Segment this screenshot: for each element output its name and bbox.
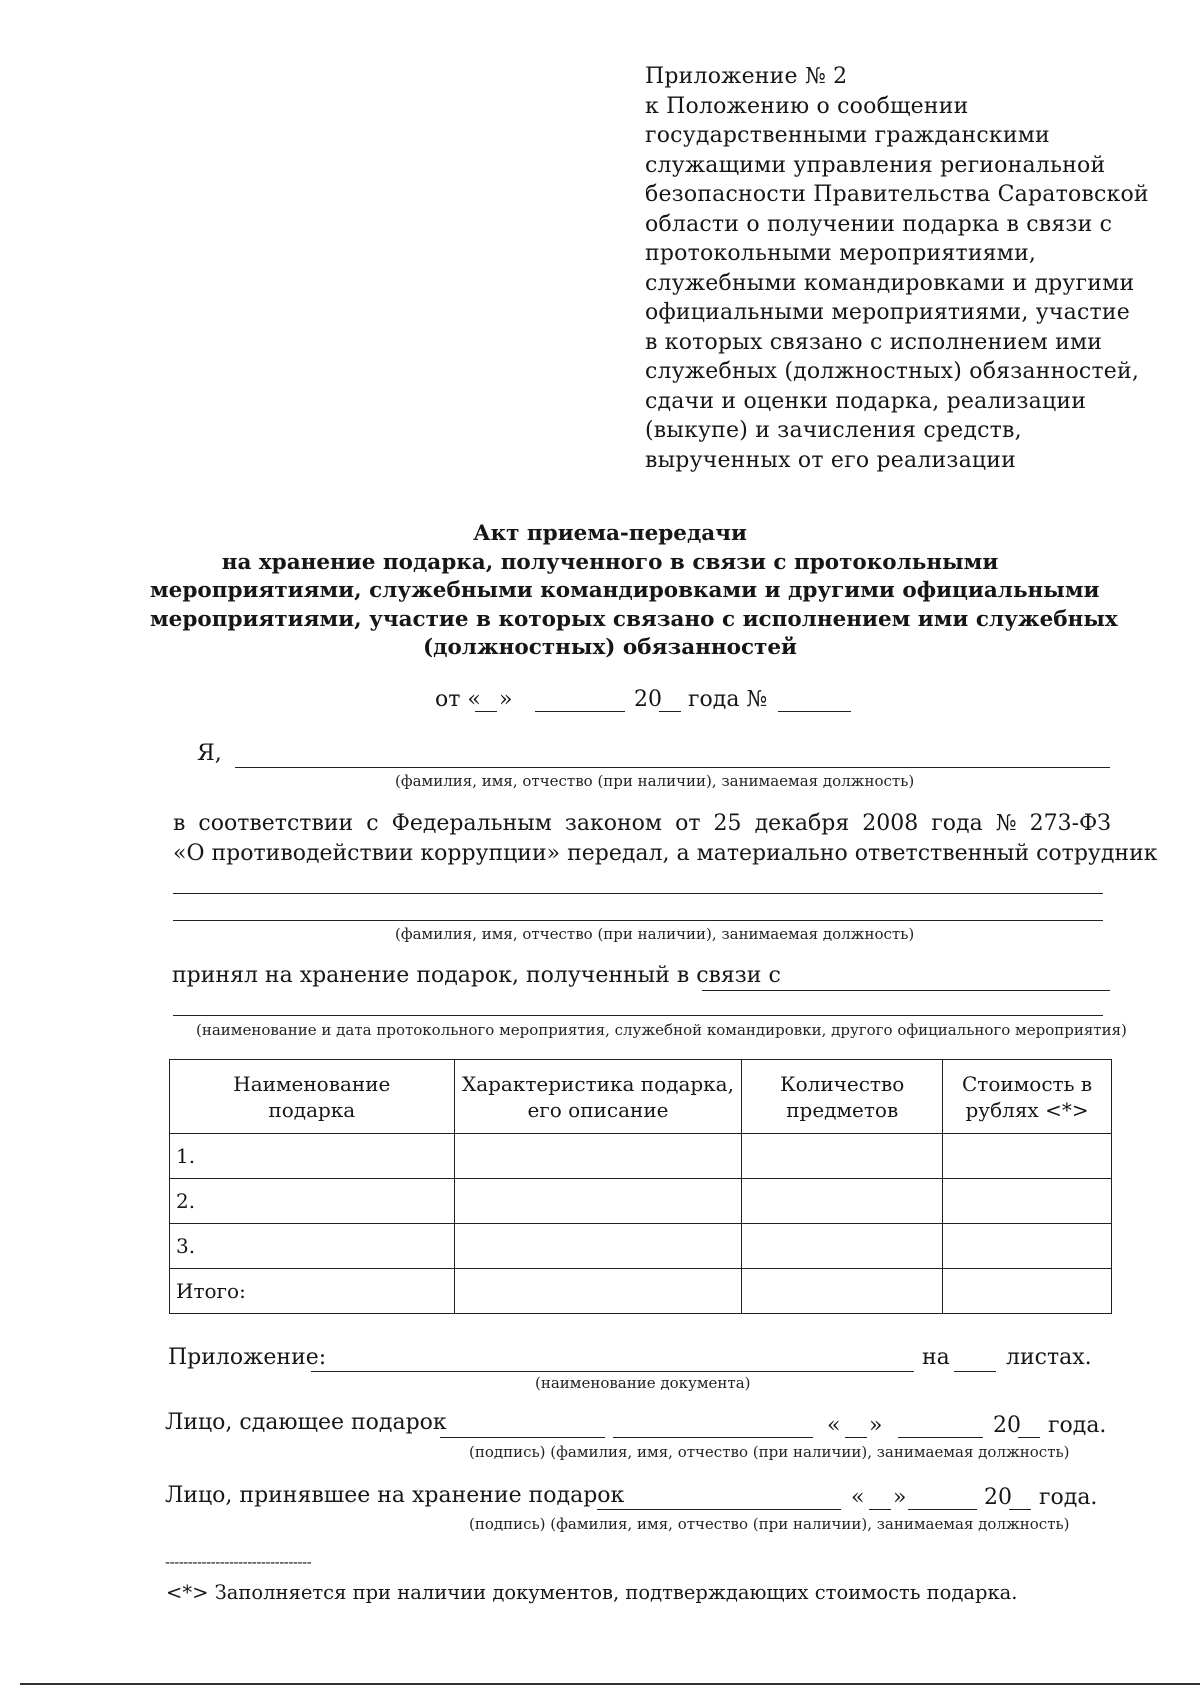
giver-month-field[interactable] [898,1437,983,1438]
header-cost [943,1060,1112,1134]
header-text: Наименование [233,1071,391,1096]
appendix-line: безопасности Правительства Саратовской [645,182,1149,207]
appendix-header [645,62,1155,475]
description-cell[interactable] [454,1224,742,1269]
law-line-1 [173,811,1111,836]
law-word: законом [564,811,663,836]
title-line: на хранение подарка, полученного в связи с протокольными [221,549,999,575]
header-text: предметов [786,1097,899,1122]
header-text: рублях <*> [965,1097,1089,1122]
law-word: соответствии [198,811,354,836]
title-line: мероприятиями, участие в которых связано с исполнением ими служебных [150,606,1118,632]
law-word: 25 [713,811,742,836]
law-word: с [366,811,379,836]
giver-signature-field[interactable] [440,1437,605,1438]
receiver-name-field-1[interactable] [173,893,1103,894]
appendix-line: (выкупе) и зачисления средств, [645,418,1022,443]
appendix-line: вырученных от его реализации [645,447,1016,473]
attachment-label: Приложение: [168,1345,327,1370]
attachment-caption: (наименование документа) [535,1374,751,1392]
giver-caption: (подпись) (фамилия, имя, отчество (при наличии), занимаемая должность) [469,1443,1070,1461]
accepted-label: принял на хранение подарок, полученный в связи с [172,963,781,988]
receiver-year-word: года. [1039,1485,1098,1510]
law-word: Федеральным [391,811,552,836]
header-gift-name [170,1060,455,1134]
receiver-label: Лицо, принявшее на хранение подарок [165,1483,625,1508]
document-title [150,520,1118,663]
giver-name-field[interactable] [235,767,1110,768]
giver-close-quote: » [869,1413,883,1438]
attachment-sheets-label: листах. [1006,1345,1092,1370]
giver-year-prefix: 20 [993,1413,1021,1438]
law-word: от [675,811,701,836]
table-row [170,1224,1112,1269]
cost-cell[interactable] [943,1269,1112,1314]
title-line: (должностных) обязанностей [422,635,798,660]
giver-label: Лицо, сдающее подарок [165,1410,447,1435]
quantity-cell[interactable] [742,1179,943,1224]
law-word: № [995,811,1017,836]
header-gift-description [454,1060,742,1134]
giver-day-field[interactable] [845,1437,867,1438]
table-row [170,1134,1112,1179]
year-number-label: года № [688,687,768,712]
attachment-doc-field[interactable] [311,1371,914,1372]
receiver-signature-field[interactable] [597,1509,841,1510]
appendix-line: сдачи и оценки подарка, реализации [645,388,1087,414]
event-caption: (наименование и дата протокольного мероприятия, служебной командировки, другого официального мероприятия) [196,1021,1127,1039]
table-row [170,1179,1112,1224]
receiver-close-quote: » [893,1485,907,1510]
ya-caption: (фамилия, имя, отчество (при наличии), занимаемая должность) [395,772,915,790]
header-text: его описание [527,1097,669,1122]
giver-year-field[interactable] [1018,1437,1040,1438]
header-text: Характеристика подарка, [461,1071,734,1096]
row-label[interactable]: 2. [170,1179,455,1224]
header-text: Количество [780,1071,905,1096]
month-field[interactable] [535,711,625,712]
date-close-quote: » [499,687,513,712]
table-row-total [170,1269,1112,1314]
appendix-line: служебных (должностных) обязанностей, [645,359,1140,384]
event-field-2[interactable] [173,1015,1103,1016]
row-label[interactable]: 1. [170,1134,455,1179]
day-field[interactable] [475,711,497,712]
header-quantity [742,1060,943,1134]
appendix-line: протокольными мероприятиями, [645,241,1037,266]
receiver-day-field[interactable] [869,1509,891,1510]
cost-cell[interactable] [943,1134,1112,1179]
law-word: 2008 [862,811,919,836]
footnote-text: <*> Заполняется при наличии документов, подтверждающих стоимость подарка. [166,1581,1018,1604]
law-word: декабря [754,811,850,836]
row-label[interactable]: 3. [170,1224,455,1269]
cost-cell[interactable] [943,1224,1112,1269]
receiver-year-field[interactable] [1009,1509,1031,1510]
year-field[interactable] [659,711,681,712]
appendix-line: официальными мероприятиями, участие [645,300,1130,325]
page-bottom-edge [20,1683,1200,1685]
giver-open-quote: « [827,1413,841,1438]
ya-label: Я, [197,741,222,766]
gifts-table [169,1059,1112,1314]
appendix-line: служебными командировками и другими [645,270,1135,296]
law-word: года [931,811,983,836]
act-number-field[interactable] [778,711,851,712]
description-cell[interactable] [454,1179,742,1224]
quantity-cell[interactable] [742,1269,943,1314]
title-line: мероприятиями, служебными командировками и другими официальными [150,578,1100,603]
appendix-line: области о получении подарка в связи с [645,211,1113,237]
receiver-open-quote: « [851,1485,865,1510]
footnote-separator: -------------------------------- [165,1553,312,1571]
event-field-1[interactable] [702,990,1110,991]
date-from-label: от « [435,687,481,712]
law-word: в [173,811,186,836]
header-text: Стоимость в [962,1071,1093,1096]
appendix-line: к Положению о сообщении [645,93,969,119]
year-prefix: 20 [634,687,662,712]
receiver-year-prefix: 20 [984,1485,1012,1510]
giver-fullname-field[interactable] [613,1437,813,1438]
appendix-line: в которых связано с исполнением ими [645,329,1103,355]
law-line-2: «О противодействии коррупции» передал, а материально ответственный сотрудник [173,841,1158,866]
appendix-line: Приложение № 2 [645,64,848,89]
row-label: Итого: [170,1269,455,1314]
receiver-month-field[interactable] [908,1509,977,1510]
receiver-caption: (фамилия, имя, отчество (при наличии), занимаемая должность) [395,925,915,943]
quantity-cell[interactable] [742,1134,943,1179]
appendix-line: служащими управления региональной [645,152,1106,178]
giver-year-word: года. [1048,1413,1107,1438]
description-cell[interactable] [454,1269,742,1314]
appendix-line: государственными гражданскими [645,123,1050,148]
table-header-row [170,1060,1112,1134]
sheets-count-field[interactable] [954,1371,996,1372]
quantity-cell[interactable] [742,1224,943,1269]
law-word: 273-ФЗ [1029,811,1111,836]
cost-cell[interactable] [943,1179,1112,1224]
receiver-caption: (подпись) (фамилия, имя, отчество (при наличии), занимаемая должность) [469,1515,1070,1533]
receiver-name-field-2[interactable] [173,920,1103,921]
description-cell[interactable] [454,1134,742,1179]
attachment-on-label: на [922,1345,950,1370]
header-text: подарка [268,1097,356,1122]
title-line: Акт приема-передачи [473,521,747,546]
